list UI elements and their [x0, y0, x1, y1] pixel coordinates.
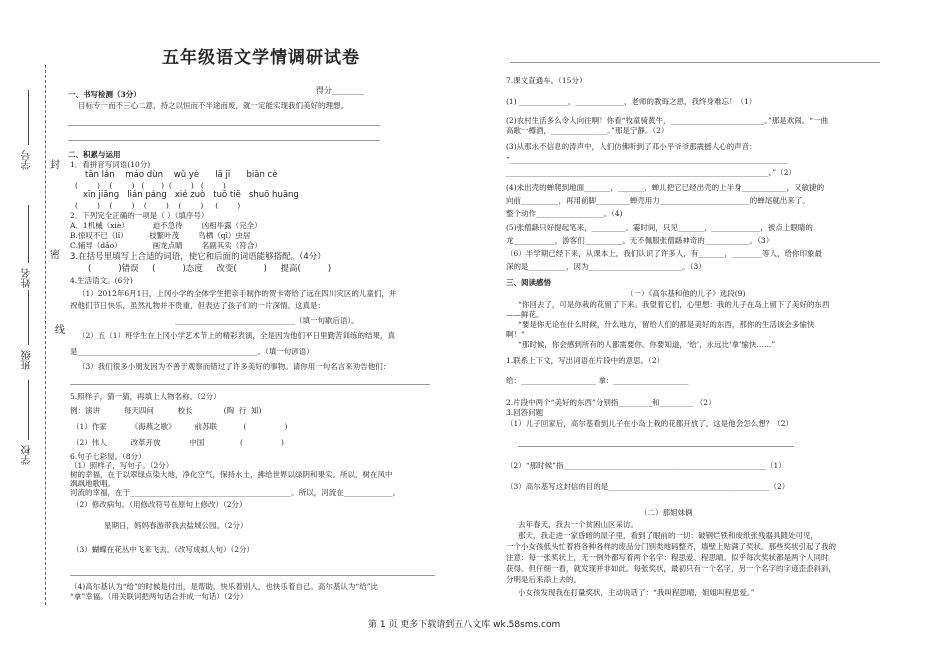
q7-2-line-a[interactable]: (2)农村生活多么令人向往啊！你看“牧童骑黄牛，_________________________。”那是欢闹。“一曲	[506, 116, 829, 125]
q4-2-line-a: （2）五（1）班学生在上冈小学艺术节上的精彩表演，全是因为他们平日里勤苦训练的结果，真	[78, 331, 396, 340]
score-field[interactable]: 得分________	[316, 86, 364, 95]
student-id-line	[28, 90, 29, 145]
passage-1-para-a: “你回去了，可是你栽的花留了下来。我望着它们，心里想：我的儿子在岛上留下了美好的东西	[518, 300, 830, 309]
q7-6-line-b[interactable]: 深的是__________，因为_________________________。（3）	[506, 262, 706, 271]
q5-item-1[interactable]: （1）作家 《海燕之歌》 前苏联 ( )	[72, 422, 288, 431]
q6-1-example-a: 树的幸福，在于以翠绿点染大地，净化空气，保持水土，拂给世界以绿阴和果实。所以，树在风中	[70, 470, 393, 479]
q7-3: (3)从那永不信息的涛声中，人们仿佛听到了邓小平爷爷那震撼人心的声音：	[506, 142, 757, 151]
option-a: A．1机械（xiè） 迫不急待 凶相毕露（完全）	[70, 221, 262, 230]
q7-2-line-b[interactable]: 高歌一樽酒，_______________。”那是宁静。（2）	[506, 126, 669, 135]
passage-1-para-e: “那时候，你会感到所有的人都需要你。你要知道，‘给’，永远比‘拿’愉快……”	[518, 340, 776, 349]
q3-items[interactable]: ( )错误 ( )态度 改变( ) 提高( )	[88, 264, 332, 274]
passage-2-title: （二）那姐妹俩	[640, 508, 693, 517]
class-line	[28, 290, 29, 345]
reading-q3-title: 3.回答问题	[506, 408, 544, 417]
answer-brackets-2[interactable]: ( ) ( ) ( ) ( ) ( )	[75, 201, 241, 210]
q6-3-title: （3）蝴蝶在花丛中飞来飞去。（改写成拟人句）（2分）	[72, 545, 255, 554]
passage-2-para-c: 一个小女孩低头忙着将各种各样的废品分门别类地码整齐，墙壁上贴满了奖状。那些奖状引起了我的	[506, 542, 836, 551]
q4-1-answer[interactable]: ________________________________（填一句歇后语）。	[175, 316, 359, 325]
q7-title: 7.课文直通车。（15分）	[506, 76, 587, 85]
student-id-label: 学号	[22, 150, 33, 170]
q7-3-answer-b[interactable]: ______________________________________________________________________。”（2）	[506, 168, 796, 177]
q7-3-answer-a[interactable]: “__________________________________________________________________________	[506, 155, 788, 164]
top-rule	[510, 62, 880, 63]
q6-1-example-b: 飒飒地歌唱。	[70, 479, 115, 488]
q7-5-line-a[interactable]: (5)张僧繇只好提起笔来，_________。霎时间，只见_______，_____________，被点上眼睛的	[506, 223, 813, 232]
q2-title: 2．下列完全正确的一项是（ ）（填序号）	[70, 211, 209, 220]
passage-1-para-b: ——鲜花。	[506, 310, 544, 319]
q4-title: 4.生活语文。(6分)	[70, 276, 133, 285]
school-label: 学校	[22, 445, 33, 465]
reading-q3-2[interactable]: （2）“那时候”指______________________________________________________（1）	[506, 461, 786, 470]
page-footer: 第 1 页 更多下载请到五八文库 wk.58sms.com	[368, 620, 561, 630]
q4-2-line-b[interactable]: 是________________________________________________。（填一句谚语）	[70, 347, 314, 356]
q6-4-line-a: （4)高尔基认为“给”的时候是付出，是帮助，快乐着别人，也快乐着自己。高尔基认为“给”比	[70, 582, 379, 591]
q7-5-line-b[interactable]: 龙___________，游客们__________。无不佩服张僧繇神奇的____________。（3）	[506, 236, 774, 245]
writing-line-2[interactable]	[68, 140, 380, 141]
q1-title: 1．看拼音写词语(10分)	[70, 160, 151, 169]
q7-4-line-a[interactable]: (4)未出壳的蝉爬到地面_______，_______，蝉儿把它已经出壳的上半身____________，又敏捷的	[506, 183, 825, 192]
q5-example: 例：演讲 每天四问 校长 (陶 行 知)	[70, 406, 262, 415]
answer-brackets-1[interactable]: ( ) ( ) ( ) ( ) ( )	[75, 181, 226, 190]
reading-q1: 1.联系上下文，写出词语在片段中的意思。（2）	[506, 356, 665, 365]
section-3-title: 三、阅读感悟	[506, 278, 551, 287]
passage-2-para-g: 小女孩发现我在打量奖状，主动说话了：“我叫程思晴，姐姐叫程思爱。”	[518, 588, 755, 597]
feng-char: 封	[50, 160, 60, 171]
pinyin-row-1: tān lán máo dùn wǔ yè lā jī biān cè	[85, 170, 278, 180]
reading-q3-1-answer-line[interactable]	[518, 446, 794, 447]
q5-title: 5.照样子，猜一猜，再填上人物名称。（2分）	[70, 392, 221, 401]
reading-q3-3[interactable]: （3）高尔基写这封信的目的是___________________________________________（2）	[506, 482, 790, 491]
xian-char: 线	[55, 325, 65, 336]
passage-2-para-d: 注意：每一张奖状上，无一例外都写着两个名字：程思爱、程思晴。似乎每次奖状都是两个人同时	[506, 553, 829, 562]
q7-4-line-b[interactable]: 向前__________，再用前脚_________蝉壳用力________________________的蝉尾就出来了。	[506, 196, 810, 205]
binding-dashed-line	[45, 65, 46, 605]
passage-1-title: （一）《高尔基和他的儿子》选段(9)	[626, 289, 746, 298]
reading-q1-answers[interactable]: 给：____________________ 拿：____________________	[506, 376, 689, 385]
q7-4-line-c[interactable]: 整个动作__________________。（4)	[506, 209, 623, 218]
q7-1[interactable]: (1) _____________，_____________，老师的教诲之恩，我终身难忘！（1）	[506, 97, 757, 106]
q4-3: （3）我们很多小朋友因为不善于观察而错过了许多美好的事物。请你用一句名言来劝告他们：	[78, 362, 391, 371]
q6-1-title: （1）照样子，写句子。（2分）	[70, 461, 174, 470]
section-1-title: 一、书写检测（3分）	[68, 90, 141, 99]
q7-6-line-a[interactable]: （6）半学期已经下来，从课本上，我们认识了许多人，有_______，________等人，给你印象最	[506, 249, 823, 258]
name-line	[28, 205, 29, 263]
passage-2-para-a: 去年春天，我去一个贫困山区采访。	[518, 520, 638, 529]
q6-1-answer[interactable]: 河流的幸福，在于___________________________________________。所以，河流在_____________。	[70, 488, 400, 497]
q6-3-answer-line[interactable]	[70, 575, 435, 576]
reading-q2[interactable]: 2.片段中两个“美好的东西”分别指_________和_________ （2）	[506, 398, 716, 407]
passage-2-para-e: 获得。但仔细一看，就发现并非如此。每张奖状，最初只有一个名字，另一个名字的字迹歪歪斜斜，	[506, 564, 836, 573]
section-1-text: 目标专一而不三心二意，持之以恒而不半途而废，就一定能实现我们美好的理想。	[78, 101, 348, 110]
writing-line-1[interactable]	[68, 125, 380, 126]
passage-1-para-d: 啊！”	[506, 330, 525, 339]
pinyin-row-2: xīn jiāng lián páng xié zuò tuō tiē shuō huāng	[83, 190, 299, 200]
reading-q3-1: （1）儿子回家后，高尔基看到儿子在小岛上栽的花都开放了，这是他会怎么想？（2）	[506, 419, 794, 428]
passage-2-para-b: 那天，我走进一家昏暗的屋子里，看到了眼前的一切：破钢烂铁和废纸张残器具随处可见，	[518, 531, 818, 540]
exam-title: 五年级语文学情调研试卷	[162, 48, 360, 68]
school-line	[28, 380, 29, 440]
option-c: C.辅导（dǎo） 画龙点睛 名副其实（符合）	[70, 241, 262, 250]
q6-title: 6.句子七彩屋。（8分）	[70, 452, 146, 461]
passage-2-para-f: 分明是后来添上去的。	[506, 575, 581, 584]
q4-1-line-b: 祝他们节日快乐，虽然礼物并不贵重，但表达了孩子们的一片深情。这真是：	[70, 301, 325, 310]
q3-title: 3.在括号里填写上合适的词语，使它和后面的词语能够搭配。（4分）	[70, 252, 326, 262]
q6-2-sentence: 星期日，妈妈春游带我去盐城公园。（2分）	[104, 521, 248, 530]
q6-4-line-b: “拿”幸福。（用关联词把两句话合并成一句话）（2分）	[70, 592, 248, 601]
option-b: B.惊叹不已（lǐ） 枝繁叶茂 鸟栖（qī）虫居	[70, 231, 251, 240]
q4-1-line-a: （1）2012年6月1日，上冈小学的全体学生把亲手制作的贺卡寄给了远在四川灾区的儿童们，并	[78, 289, 397, 298]
mi-char: 密	[50, 250, 60, 261]
q6-2-title: （2）修改病句。（用修改符号在原句上修改）（2分）	[72, 500, 247, 509]
section-2-title: 二、积累与运用	[68, 150, 121, 159]
q5-item-2[interactable]: （2）伟人 改革开放 中国 ( )	[72, 438, 284, 447]
passage-1-para-c: “要是你无论在什么时候，什么地方，留给人们的都是美好的东西，那你的生活该会多愉快	[518, 320, 815, 329]
name-label: 姓名	[22, 268, 33, 288]
class-label: 班级	[22, 350, 33, 370]
q4-3-answer-line[interactable]	[70, 384, 430, 385]
